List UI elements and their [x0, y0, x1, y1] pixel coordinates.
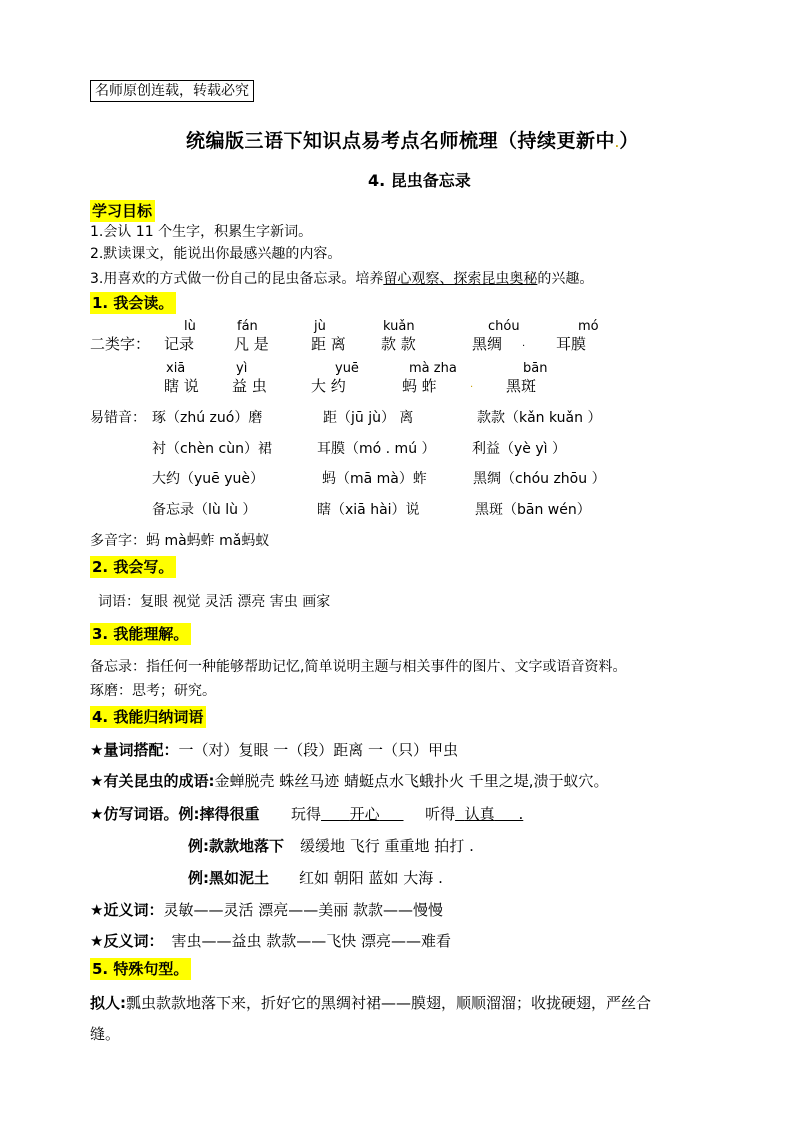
label-mis: 易错音： [90, 410, 146, 426]
example-3-label: 例:黑如泥土 [188, 869, 269, 887]
word-dayue: 大 约 [311, 377, 346, 395]
heading-read: 1. 我会读。 [90, 292, 176, 314]
pinyin-kuan: kuǎn [383, 319, 415, 334]
write-words: 词语：复眼 视觉 灵活 漂亮 害虫 画家 [98, 594, 331, 610]
imitate-label: ★仿写词语。例:摔得很重 [90, 805, 260, 823]
mis-1: 琢（zhú zuó）磨 [152, 410, 263, 426]
imitate-row [90, 803, 523, 824]
mis-2: 距（jū jù） 离 [323, 410, 414, 426]
word-jilu: 记录 [164, 335, 195, 353]
antonym-text: 害虫——益虫 款款——飞快 漂亮——难看 [171, 932, 451, 950]
heading-goals: 学习目标 [90, 200, 155, 222]
personification-text-1: 瓢虫款款地落下来，折好它的黑绸衬裙——膜翅，顺顺溜溜；收拢硬翅，严丝合 [126, 994, 652, 1012]
antonym-label: ★反义词： [90, 932, 164, 950]
pinyin-mo: mó [578, 319, 599, 334]
mis-12: 黑斑（bān wén） [475, 502, 591, 518]
def-beiwanglu: 备忘录：指任何一种能够帮助记忆,简单说明主题与相关事件的图片、文字或语音资料。 [90, 659, 627, 675]
idiom-text: 金蝉脱壳 蛛丝马迹 蜻蜓点水飞蛾扑火 千里之堤,溃于蚁穴。 [214, 772, 609, 790]
page-title [186, 126, 639, 153]
synonym-row [90, 899, 443, 920]
mis-6: 利益（yè yì ） [472, 441, 566, 457]
word-heiban: 黑斑 [506, 377, 537, 395]
example-2-text: 缓缓地 飞行 重重地 拍打 . [300, 837, 474, 855]
word-kuankuan: 款 款 [381, 335, 416, 353]
word-xiashuo: 瞎 说 [164, 377, 199, 395]
personification-line-1 [90, 992, 651, 1013]
synonym-text: 灵敏——灵活 漂亮——美丽 款款——慢慢 [163, 901, 443, 919]
pinyin-fan: fán [237, 319, 258, 334]
lesson-title: 4. 昆虫备忘录 [368, 171, 471, 190]
goal-3-b: 留心观察、探索昆虫奥秘 [383, 271, 538, 287]
pinyin-ju: jù [314, 319, 326, 334]
word-ermo: 耳膜 [556, 335, 587, 353]
pinyin-yue: yuē [335, 361, 359, 376]
imitate-kaixin: 开心 [349, 805, 380, 823]
idiom-row [90, 770, 609, 791]
idiom-label: ★有关昆虫的成语: [90, 772, 215, 790]
measure-text: 一（对）复眼 一（段）距离 一（只）甲虫 [178, 741, 458, 759]
label-second-class: 二类字： [90, 335, 151, 353]
example-2-row [188, 835, 474, 856]
example-3-row [188, 867, 443, 888]
dot-mark-2: . [470, 379, 474, 390]
personification-line-2: 缝。 [90, 1025, 121, 1043]
pinyin-xia: xiā [166, 361, 186, 376]
heading-words: 4. 我能归纳词语 [90, 706, 206, 728]
pinyin-mazha: mà zha [409, 361, 457, 376]
dot-mark: . [522, 338, 526, 349]
goal-3-c: 的兴趣。 [537, 271, 594, 287]
imitate-renzhen: 认真 . [464, 805, 524, 823]
measure-row [90, 739, 458, 760]
pinyin-yi: yì [236, 361, 248, 376]
word-fanshi: 凡 是 [234, 335, 269, 353]
mis-9: 黑绸（chóu zhōu ） [473, 471, 606, 487]
heading-understand: 3. 我能理解。 [90, 623, 191, 645]
mis-8: 蚂（mā mà）蚱 [322, 471, 427, 487]
synonym-label: ★近义词： [90, 901, 164, 919]
mis-10: 备忘录（lù lù ） [152, 502, 257, 518]
mis-3: 款款（kǎn kuǎn ） [477, 410, 602, 426]
goal-1: 1.会认 11 个生字，积累生字新词。 [90, 224, 313, 240]
example-3-text: 红如 朝阳 蓝如 大海 . [299, 869, 443, 887]
word-heichou: 黑绸 [472, 335, 503, 353]
title-dot: . [615, 139, 620, 150]
polyphonic: 多音字：蚂 mà蚂蚱 mǎ蚂蚁 [90, 533, 270, 549]
mis-7: 大约（yuē yuè） [152, 471, 264, 487]
word-yichong: 益 虫 [232, 377, 267, 395]
pinyin-lu: lù [184, 319, 196, 334]
measure-label: ★量词搭配： [90, 741, 179, 759]
pinyin-ban: bān [523, 361, 548, 376]
mis-5: 耳膜（mó . mú ） [317, 441, 436, 457]
def-zhuomo: 琢磨：思考；研究。 [90, 683, 216, 699]
page-title-end: ） [619, 130, 639, 152]
goal-3-a: 3.用喜欢的方式做一份自己的昆虫备忘录。培养 [90, 271, 384, 287]
antonym-row [90, 930, 451, 951]
goal-3 [90, 268, 593, 288]
goal-2: 2.默读课文，能说出你最感兴趣的内容。 [90, 246, 342, 262]
pinyin-chou: chóu [488, 319, 520, 334]
personification-label: 拟人: [90, 994, 126, 1012]
mis-4: 衬（chèn cùn）裙 [152, 441, 272, 457]
heading-sentence: 5. 特殊句型。 [90, 958, 191, 980]
imitate-wande: 玩得 [291, 805, 322, 823]
example-2-label: 例:款款地落下 [188, 837, 284, 855]
page-title-text: 统编版三语下知识点易考点名师梳理（持续更新中 [186, 130, 616, 152]
word-mazha: 蚂 蚱 [402, 377, 437, 395]
mis-11: 瞎（xiā hài）说 [317, 502, 420, 518]
heading-write: 2. 我会写。 [90, 556, 176, 578]
word-juli: 距 离 [311, 335, 346, 353]
copyright-badge: 名师原创连载，转载必究 [90, 80, 254, 102]
imitate-tingde: 听得 [425, 805, 456, 823]
